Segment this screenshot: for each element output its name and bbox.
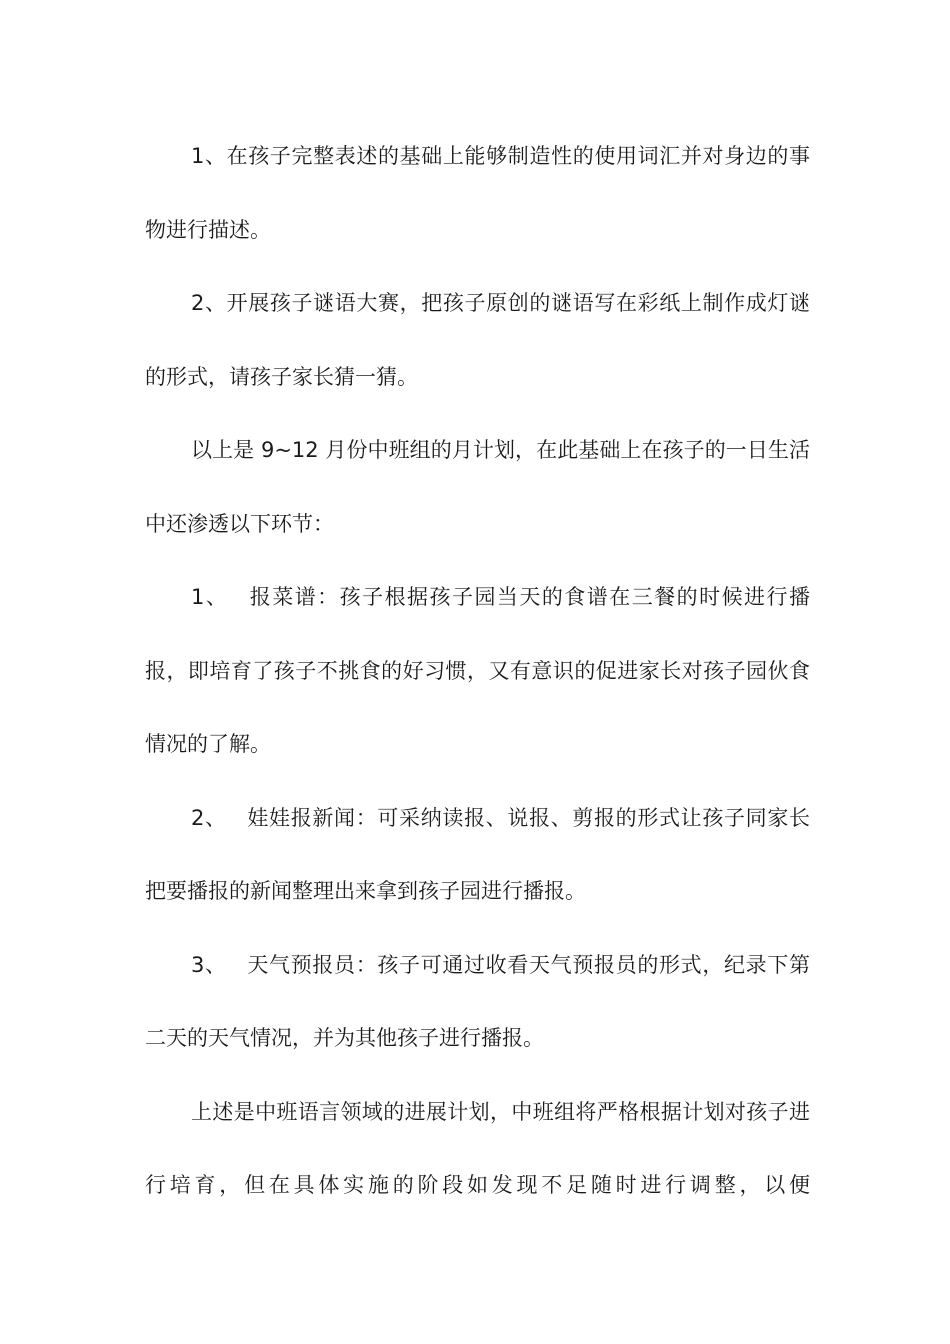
paragraph-number: 2、	[191, 291, 227, 315]
paragraph-number: 1、	[191, 585, 229, 609]
paragraph-6	[145, 929, 810, 1076]
paragraph-3	[145, 414, 810, 561]
paragraph-text: 在孩子完整表述的基础上能够制造性的使用词汇并对身边的事物进行描述。	[145, 144, 810, 242]
paragraph-1	[145, 120, 810, 267]
paragraph-number: 3、	[191, 952, 227, 977]
paragraph-text: 报菜谱：孩子根据孩子园当天的食谱在三餐的时候进行播报，即培育了孩子不挑食的好习惯，又有意识的促进家长对孩子园伙食情况的了解。	[145, 585, 810, 756]
paragraph-text: 以上是 9~12 月份中班组的月计划，在此基础上在孩子的一日生活中还渗透以下环节：	[145, 438, 810, 536]
paragraph-5	[145, 782, 810, 929]
paragraph-text: 上述是中班语言领域的进展计划，中班组将严格根据计划对孩子进行培育，但在具体实施的阶段如发现不足随时进行调整，以便	[145, 1099, 810, 1197]
paragraph-text: 娃娃报新闻：可采纳读报、说报、剪报的形式让孩子同家长把要播报的新闻整理出来拿到孩子园进行播报。	[145, 805, 810, 903]
paragraph-text: 开展孩子谜语大赛，把孩子原创的谜语写在彩纸上制作成灯谜的形式，请孩子家长猜一猜。	[145, 291, 810, 389]
paragraph-7	[145, 1076, 810, 1223]
document-body	[145, 120, 810, 1223]
paragraph-text: 天气预报员：孩子可通过收看天气预报员的形式，纪录下第二天的天气情况，并为其他孩子进行播报。	[145, 952, 810, 1050]
paragraph-2	[145, 267, 810, 414]
paragraph-number: 1、	[191, 144, 227, 168]
paragraph-number: 2、	[191, 805, 227, 830]
paragraph-4	[145, 561, 810, 782]
